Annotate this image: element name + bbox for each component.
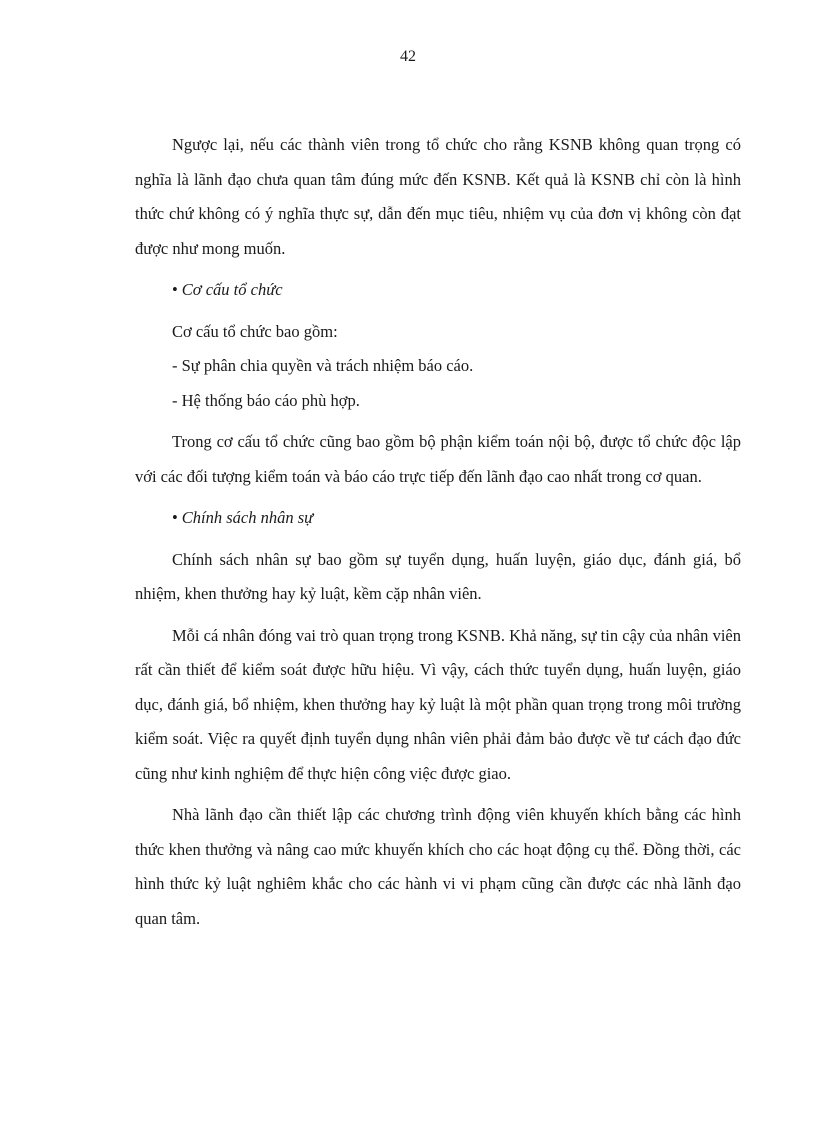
paragraph-structure-intro: Cơ cấu tổ chức bao gồm: [172,321,338,341]
section-heading-personnel-policy [135,501,741,536]
paragraph-internal-audit: Trong cơ cấu tổ chức cũng bao gồm bộ phận kiểm toán nội bộ, được tổ chức độc lập với các đối tượng kiểm toán và báo cáo trực tiếp đến lãnh đạo cao nhất trong cơ quan. [135,432,741,486]
section-heading-organization-structure [135,273,741,308]
paragraph-ksnb-importance: Ngược lại, nếu các thành viên trong tổ chức cho rằng KSNB không quan trọng có nghĩa là lãnh đạo chưa quan tâm đúng mức đến KSNB. Kết quả là KSNB chỉ còn là hình thức chứ không có ý nghĩa thực sự, dẫn đến mục tiêu, nhiệm vụ của đơn vị không còn đạt được như mong muốn. [135,135,741,258]
bullet-icon: • [172,280,178,299]
document-body [135,128,741,936]
list-item: - Hệ thống báo cáo phù hợp. [172,390,360,410]
paragraph-personnel-policy: Chính sách nhân sự bao gồm sự tuyển dụng, huấn luyện, giáo dục, đánh giá, bổ nhiệm, khen thưởng hay kỷ luật, kềm cặp nhân viên. [135,549,741,603]
page-number: 42 [400,48,416,65]
paragraph-individual-role: Mỗi cá nhân đóng vai trò quan trọng trong KSNB. Khả năng, sự tin cậy của nhân viên rất cần thiết để kiểm soát được hữu hiệu. Vì vậy, cách thức tuyển dụng, huấn luyện, giáo dục, đánh giá, bổ nhiệm, khen thưởng hay kỷ luật là một phần quan trọng trong môi trường kiểm soát. Việc ra quyết định tuyển dụng nhân viên phải đảm bảo được về tư cách đạo đức cũng như kinh nghiệm để thực hiện công việc được giao. [135,625,741,783]
bullet-icon: • [172,508,178,527]
paragraph-motivation-programs: Nhà lãnh đạo cần thiết lập các chương trình động viên khuyến khích bằng các hình thức khen thưởng và nâng cao mức khuyến khích cho các hoạt động cụ thể. Đồng thời, các hình thức kỷ luật nghiêm khắc cho các hành vi vi phạm cũng cần được các nhà lãnh đạo quan tâm. [135,805,741,928]
list-item: - Sự phân chia quyền và trách nhiệm báo cáo. [172,356,474,375]
heading-text: Chính sách nhân sự [181,508,314,527]
heading-text: Cơ cấu tổ chức [181,280,283,299]
